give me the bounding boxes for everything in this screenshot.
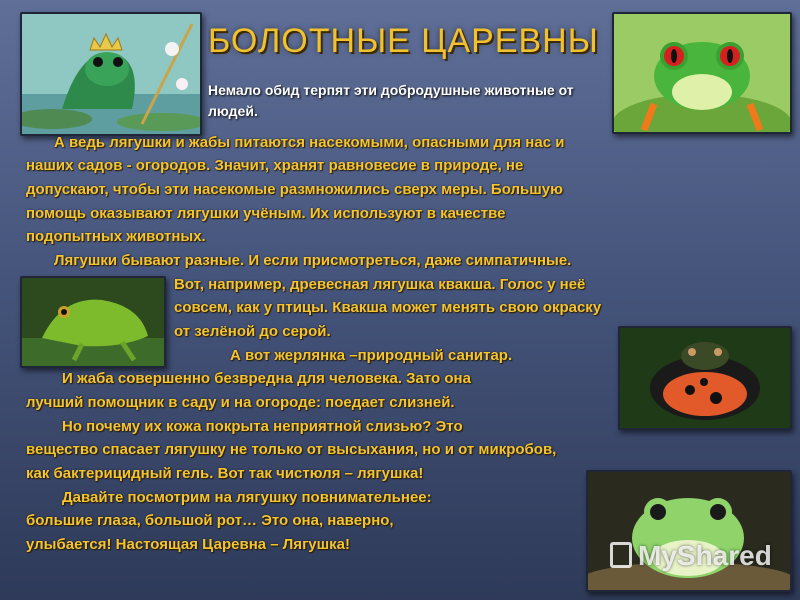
body-line: вещество спасает лягушку не только от высыхания, но и от микробов, — [26, 441, 557, 458]
red-eyed-tree-frog-photo — [612, 12, 792, 134]
body-line: Давайте посмотрим на лягушку повнимательнее: — [62, 489, 432, 506]
red-eyed-frog-image — [614, 14, 790, 132]
watermark-text: MyShared — [638, 540, 772, 571]
body-line: совсем, как у птицы. Квакша может менять свою окраску — [174, 299, 602, 316]
body-line: А вот жерлянка –природный санитар. — [230, 347, 513, 364]
watermark — [610, 540, 772, 572]
body-line: Вот, например, древесная лягушка квакша. Голос у неё — [174, 276, 586, 293]
body-line: Но почему их кожа покрыта неприятной слизью? Это — [62, 418, 463, 435]
body-line: большие глаза, большой рот… Это она, наверно, — [26, 512, 394, 529]
body-line: наших садов - огородов. Значит, хранят равновесие в природе, не — [26, 157, 524, 174]
fire-bellied-toad-image — [620, 328, 790, 428]
slide-title: БОЛОТНЫЕ ЦАРЕВНЫ — [208, 22, 599, 60]
body-line: как бактерицидный гель. Вот так чистюля – лягушка! — [26, 465, 424, 482]
body-line: лучший помощник в саду и на огороде: поедает слизней. — [26, 394, 455, 411]
fire-bellied-toad-photo — [618, 326, 792, 430]
body-line: И жаба совершенно безвредна для человека. Зато она — [62, 370, 471, 387]
intro-text: Немало обид терпят эти добродушные животные от людей. — [208, 82, 574, 119]
watermark-logo-icon — [610, 542, 632, 568]
body-line: допускают, чтобы эти насекомые размножились сверх меры. Большую — [26, 181, 563, 198]
tree-frog-image — [22, 278, 164, 366]
body-line: Лягушки бывают разные. И если присмотреться, даже симпатичные. — [54, 252, 572, 269]
body-line: помощь оказывают лягушки учёным. Их используют в качестве — [26, 205, 506, 222]
white-tree-frog-photo — [586, 470, 792, 592]
body-line: от зелёной до серой. — [174, 323, 331, 340]
white-tree-frog-image — [588, 472, 790, 590]
body-line: улыбается! Настоящая Царевна – Лягушка! — [26, 536, 351, 553]
body-line: подопытных животных. — [26, 228, 206, 245]
frog-princess-image — [22, 14, 200, 134]
body-line: А ведь лягушки и жабы питаются насекомыми, опасными для нас и — [54, 134, 565, 151]
tree-frog-photo — [20, 276, 166, 368]
frog-princess-photo — [20, 12, 202, 136]
